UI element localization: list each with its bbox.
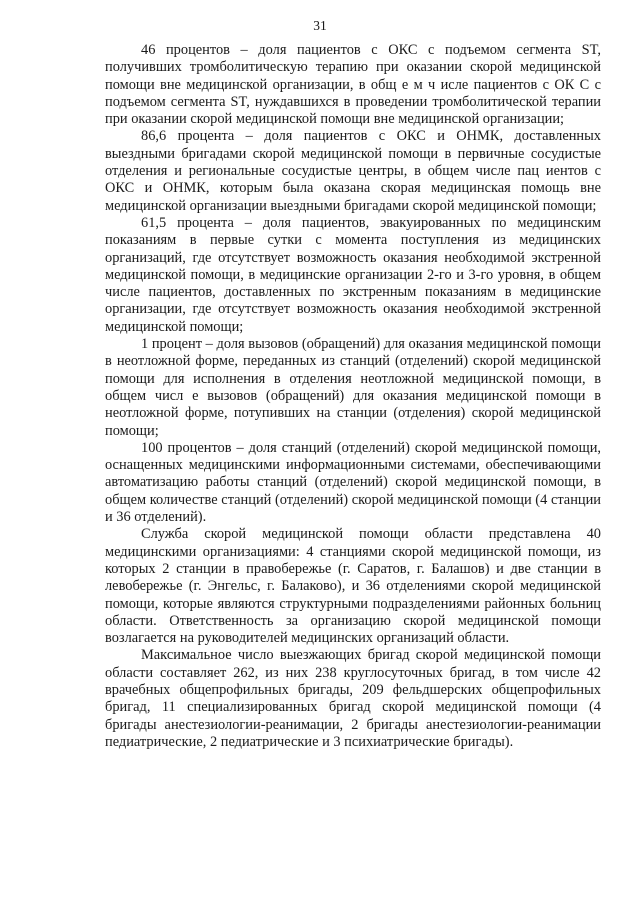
paragraph-information-systems: 100 процентов – доля станций (отделений) скорой медицинской помощи, оснащенных медицинскими информационными системами, обеспечивающими автоматизацию работы станций (отделений) скорой медицинской помощи, в общем количестве станций (отделений) скорой медицинской помощи (4 станции и 36 отделений). [105,439,601,526]
paragraph-vascular-centers-delivery: 86,6 процента – доля пациентов с ОКС и ОНМК, доставленных выездными бригадами скорой медицинской помощи в первичные сосудистые отделения и региональные сосудистые центры, в общем числе пац иентов с ОКС и ОНМК, которым была оказана скорая медицинская помощь вне медицинской организации выездными бригадами скорой медицинской помощи; [105,128,601,214]
document-body [105,42,601,751]
paragraph-urgent-calls: 1 процент – доля вызовов (обращений) для оказания медицинской помощи в неотложной форме, переданных из станций (отделений) скорой медицинской помощи для исполнения в отделения неотложной медицинской помощи, в общем числ е вызовов (обращений) для оказания медицинской помощи в неотложной форме, потупивших на станции (отделения) скорой медицинской помощи; [105,336,601,439]
paragraph-brigades-count: Максимальное число выезжающих бригад скорой медицинской помощи области составляет 262, из них 238 круглосуточных бригад, в том числе 42 врачебных общепрофильных бригады, 209 фельдшерских общепрофильных бригад, 11 специализированных бригад скорой медицинской помощи (4 бригады анестезиологии-реанимации, 2 бригады анестезиологии-реанимации педиатрические, 2 педиатрические и 3 психиатрические бригады). [105,647,601,750]
paragraph-evacuated-patients: 61,5 процента – доля пациентов, эвакуированных по медицинским показаниям в первые сутки с момента поступления из медицинских организаций, где отсутствует возможность оказания необходимой экстренной медицинской помощи, в медицинские организации 2-го и 3-го уровня, в общем числе пациентов, доставленных по экстренным показаниям в медицинские организации, где отсутствует возможность оказания необходимой экстренной медицинской помощи; [105,214,601,335]
paragraph-service-structure: Служба скорой медицинской помощи области представлена 40 медицинскими организациями: 4 станциями скорой медицинской помощи, из которых 2 станции в правобережье (г. Саратов, г. Балашов) и две станции в левобережье (г. Энгельс, г. Балаково), и 36 отделениями скорой медицинской помощи, которые являются структурными подразделениями районных больниц области. Ответственность за организацию скорой медицинской помощи возлагается на руководителей медицинских организаций области. [105,526,601,647]
paragraph-stemi-thrombolysis: 46 процентов – доля пациентов с ОКС с подъемом сегмента ST, получивших тромболитическую терапию при оказании скорой медицинской помощи вне медицинской организации, в общ е м ч исле пациентов с ОК С с подъемом сегмента ST, нуждавшихся в проведении тромболитической терапии при оказании скорой медицинской помощи вне медицинской организации; [105,42,601,128]
page-number: 31 [313,18,327,33]
